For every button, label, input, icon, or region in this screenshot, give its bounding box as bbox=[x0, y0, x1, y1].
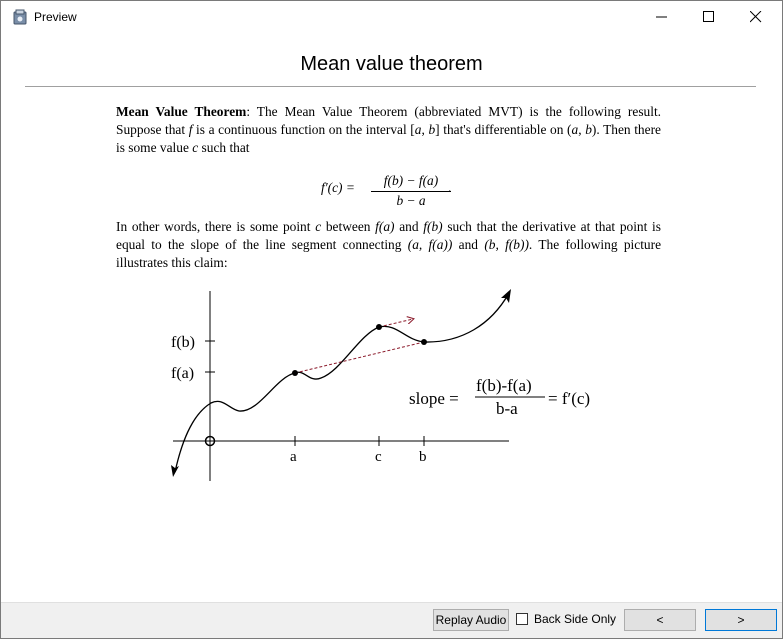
explanation-paragraph bbox=[116, 218, 661, 272]
minimize-icon bbox=[656, 11, 668, 23]
formula-lhs: f′(c) = bbox=[321, 180, 355, 195]
title-bar bbox=[1, 1, 782, 33]
mvt-illustration bbox=[161, 285, 611, 485]
theorem-paragraph bbox=[116, 103, 661, 157]
theorem-name: Mean Value Theorem bbox=[116, 104, 247, 119]
text-run: . The following picture illustrates this claim: bbox=[116, 237, 662, 270]
slope-numerator: f(b)-f(a) bbox=[476, 376, 532, 395]
fraction-bar bbox=[371, 191, 451, 192]
text-run: : The Mean Value Theorem (abbreviated MVT) is the following result. Suppose that bbox=[116, 104, 662, 137]
text-run: such that the derivative at that point is equal to the slope of the line segment connecting bbox=[116, 219, 661, 252]
label-fa: f(a) bbox=[171, 365, 195, 382]
math-expr: (b, f(b)) bbox=[484, 237, 529, 252]
app-icon bbox=[13, 9, 27, 25]
math-var: a bbox=[414, 122, 422, 137]
label-c: c bbox=[375, 449, 382, 465]
text-run: is a continuous function on the interval [ bbox=[192, 122, 415, 137]
text-run: and bbox=[394, 219, 424, 234]
label-b: b bbox=[419, 449, 427, 465]
math-var: b bbox=[585, 122, 592, 137]
secant-line bbox=[295, 342, 424, 373]
window-title: Preview bbox=[34, 10, 77, 24]
text-run: In other words, there is some point bbox=[116, 219, 316, 234]
text-run: and bbox=[452, 237, 485, 252]
close-button[interactable] bbox=[733, 1, 779, 33]
maximize-button[interactable] bbox=[686, 1, 732, 33]
formula-fraction bbox=[371, 173, 451, 209]
label-fb: f(b) bbox=[171, 334, 195, 351]
math-var: b bbox=[428, 122, 436, 137]
slope-denominator: b-a bbox=[496, 399, 518, 418]
math-var: c bbox=[315, 219, 322, 234]
curve-left-arrow bbox=[171, 465, 179, 477]
close-icon bbox=[750, 11, 762, 23]
text-run: ). Then there is some value bbox=[116, 122, 661, 155]
text-run: , bbox=[421, 122, 429, 137]
point-a bbox=[292, 370, 298, 376]
formula-denominator: b − a bbox=[396, 193, 426, 208]
text-run: , bbox=[578, 122, 586, 137]
text-run: between bbox=[321, 219, 376, 234]
back-side-only-checkbox[interactable] bbox=[516, 613, 528, 625]
point-c bbox=[376, 324, 382, 330]
math-var: f bbox=[188, 122, 193, 137]
point-b bbox=[421, 339, 427, 345]
math-expr: (a, f(a)) bbox=[407, 237, 453, 252]
math-expr: f(b) bbox=[423, 219, 443, 234]
card-title: Mean value theorem bbox=[300, 53, 483, 75]
slope-word: slope = bbox=[409, 389, 459, 408]
math-expr: f(a) bbox=[375, 219, 395, 234]
math-var: c bbox=[192, 140, 199, 155]
tangent-line bbox=[379, 319, 413, 327]
card-content bbox=[1, 33, 782, 603]
label-a: a bbox=[290, 449, 297, 465]
math-var: a bbox=[571, 122, 579, 137]
title-divider bbox=[25, 86, 756, 87]
text-run: such that bbox=[198, 140, 250, 155]
curve-right-arrow bbox=[501, 289, 511, 303]
formula-numerator: f(b) − f(a) bbox=[383, 173, 439, 188]
back-side-only-label[interactable]: Back Side Only bbox=[534, 612, 617, 626]
text-run: ] that's differentiable on ( bbox=[435, 122, 572, 137]
previous-button[interactable]: < bbox=[624, 609, 696, 631]
next-button[interactable]: > bbox=[705, 609, 777, 631]
formula-period: . bbox=[448, 180, 452, 195]
maximize-icon bbox=[703, 11, 715, 23]
slope-rhs: = f′(c) bbox=[548, 389, 591, 408]
bottom-toolbar bbox=[1, 602, 782, 639]
function-curve bbox=[175, 293, 509, 472]
minimize-button[interactable] bbox=[639, 1, 685, 33]
replay-audio-button[interactable]: Replay Audio bbox=[433, 609, 509, 631]
